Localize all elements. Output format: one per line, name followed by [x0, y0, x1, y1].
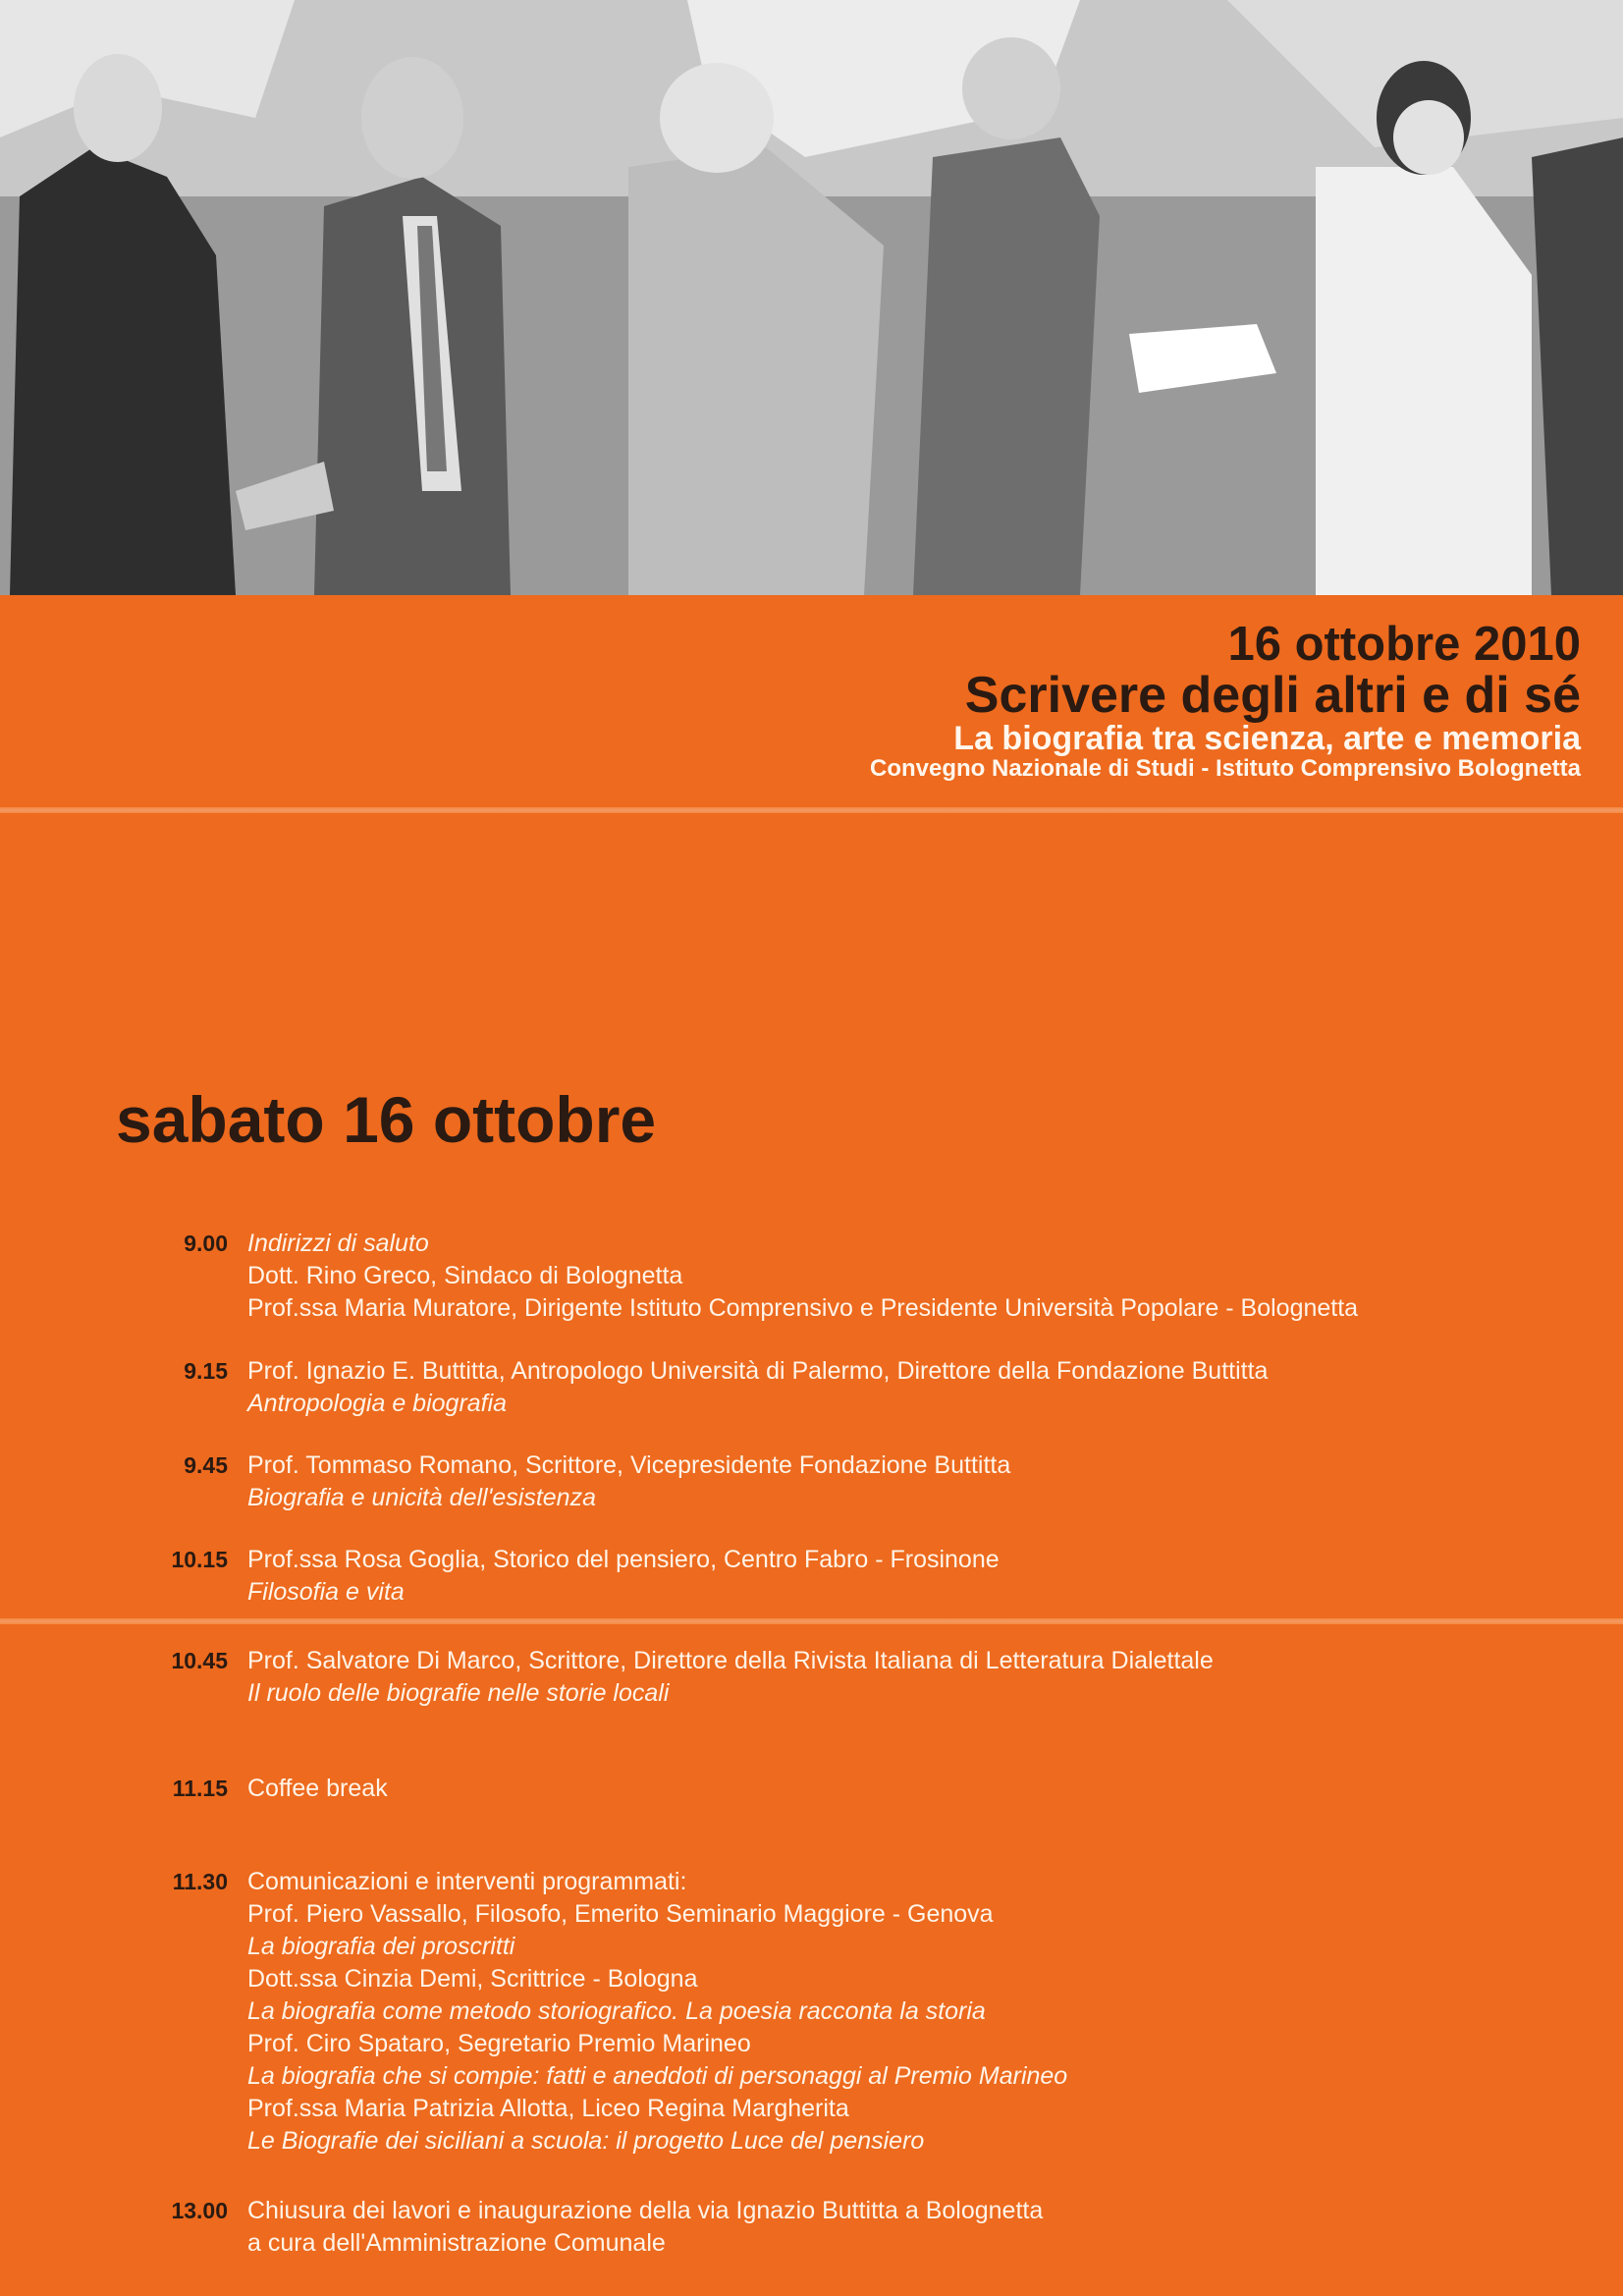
program-line: Dott.ssa Cinzia Demi, Scrittrice - Bologna [247, 1965, 698, 1993]
program-time: 9.15 [184, 1358, 228, 1384]
program-line: Filosofia e vita [247, 1578, 405, 1606]
program-item [147, 1773, 388, 1805]
program-item [147, 1645, 1214, 1710]
event-convegno: Convegno Nazionale di Studi - Istituto Comprensivo Bolognetta [869, 755, 1581, 782]
fold-line [0, 807, 1623, 813]
program-line: Le Biografie dei siciliani a scuola: il progetto Luce del pensiero [247, 2127, 925, 2155]
program-time: 10.15 [171, 1547, 228, 1572]
program-line: Chiusura dei lavori e inaugurazione della via Ignazio Buttitta a Bolognetta [247, 2197, 1044, 2224]
program-time: 13.00 [171, 2198, 228, 2223]
program-line: Il ruolo delle biografie nelle storie locali [247, 1679, 670, 1707]
program-line: Prof. Ignazio E. Buttitta, Antropologo Università di Palermo, Direttore della Fondazione Buttitta [247, 1357, 1269, 1385]
program-line: La biografia come metodo storiografico. La poesia racconta la storia [247, 1997, 986, 2025]
program-item [147, 1866, 1067, 2158]
program-line: Prof. Tommaso Romano, Scrittore, Vicepresidente Fondazione Buttitta [247, 1451, 1011, 1479]
event-title: Scrivere degli altri e di sé [964, 667, 1581, 724]
program-line: Prof.ssa Rosa Goglia, Storico del pensiero, Centro Fabro - Frosinone [247, 1546, 1000, 1573]
program-item [147, 1355, 1268, 1420]
program-line: Comunicazioni e interventi programmati: [247, 1868, 687, 1895]
program-line: Prof. Salvatore Di Marco, Scrittore, Direttore della Rivista Italiana di Letteratura Dialettale [247, 1647, 1214, 1674]
program-line: Prof. Ciro Spataro, Segretario Premio Marineo [247, 2030, 751, 2057]
program-time: 9.45 [184, 1452, 228, 1478]
program-time: 11.30 [172, 1869, 228, 1894]
program-item [147, 1544, 1000, 1609]
program-item [147, 2195, 1043, 2260]
program-time: 9.00 [184, 1230, 228, 1256]
header-photo [0, 0, 1623, 595]
program-item [147, 1449, 1010, 1514]
program-item [147, 1228, 1358, 1325]
program-line: Coffee break [247, 1775, 388, 1802]
event-subtitle: La biografia tra scienza, arte e memoria [953, 720, 1581, 757]
program-line: La biografia che si compie: fatti e aneddoti di personaggi al Premio Marineo [247, 2062, 1068, 2090]
event-header [870, 619, 1581, 782]
program-line: La biografia dei proscritti [247, 1933, 515, 1960]
program-time: 11.15 [172, 1776, 228, 1801]
program-line: Indirizzi di saluto [247, 1230, 429, 1257]
event-date: 16 ottobre 2010 [1227, 618, 1581, 671]
program-time: 10.45 [171, 1648, 228, 1673]
program-line: Antropologia e biografia [247, 1390, 508, 1417]
program-line: Dott. Rino Greco, Sindaco di Bolognetta [247, 1262, 683, 1289]
program-line: Prof.ssa Maria Muratore, Dirigente Istituto Comprensivo e Presidente Università Popolare - Bolognetta [247, 1294, 1359, 1322]
program-line: Prof. Piero Vassallo, Filosofo, Emerito Seminario Maggiore - Genova [247, 1900, 994, 1928]
fold-line [0, 1618, 1623, 1624]
day-heading: sabato 16 ottobre [116, 1083, 657, 1156]
program-line: a cura dell'Amministrazione Comunale [247, 2229, 666, 2257]
event-photo-illustration [0, 0, 1623, 595]
program-line: Biografia e unicità dell'esistenza [247, 1484, 596, 1511]
program-line: Prof.ssa Maria Patrizia Allotta, Liceo Regina Margherita [247, 2095, 849, 2122]
